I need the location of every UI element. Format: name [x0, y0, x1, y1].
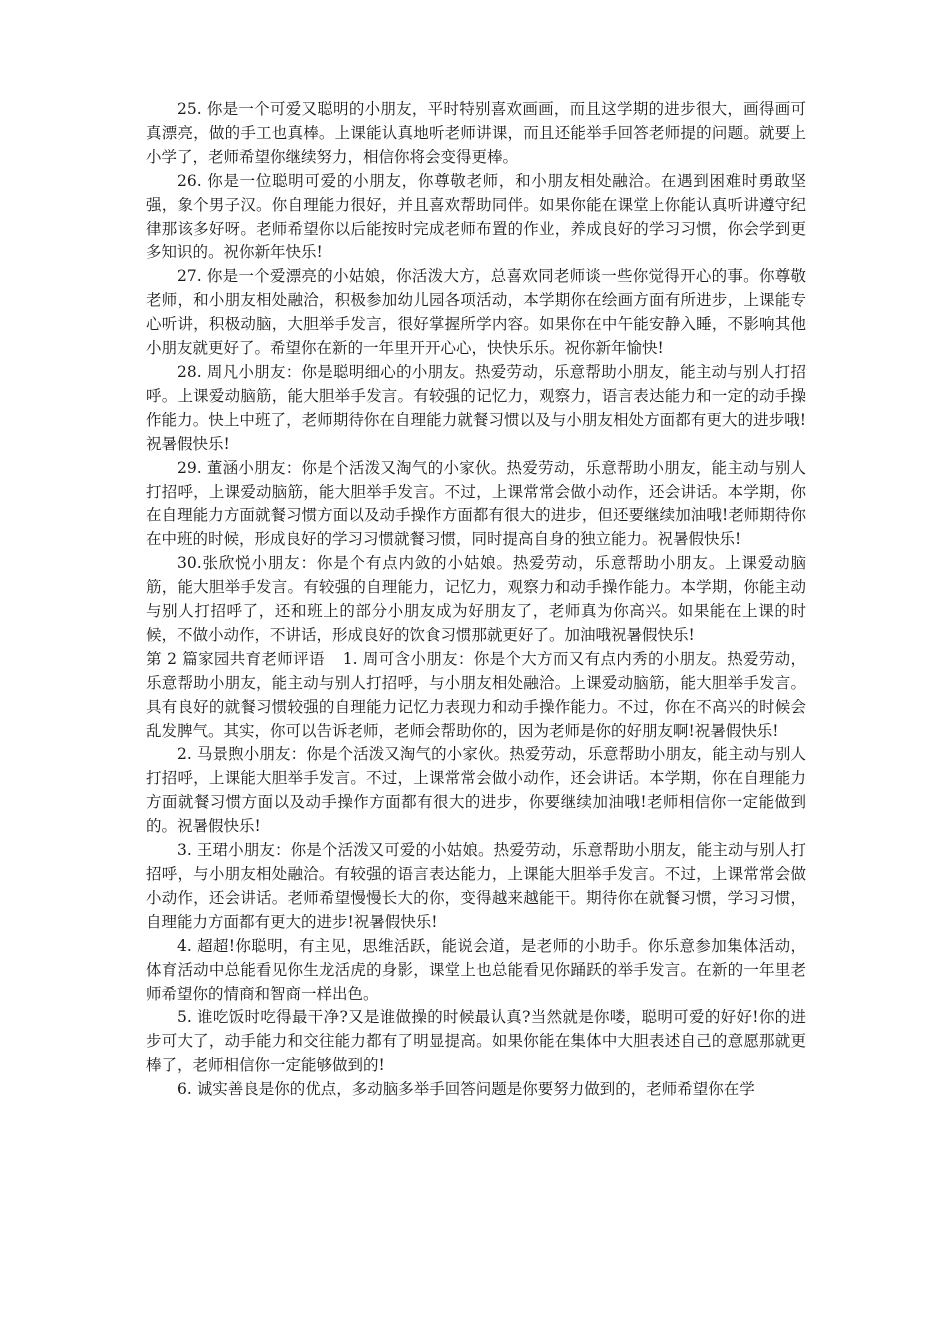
paragraph-29: 29. 董涵小朋友：你是个活泼又淘气的小家伙。热爱劳动，乐意帮助小朋友，能主动与别人打招呼，上课爱动脑筋，能大胆举手发言。不过，上课常常会做小动作，还会讲话。本学期，你在自理能力方面就餐习惯方面以及动手操作方面都有很大的进步，但还要继续加油哦!老师期待你在中班的时候，形成良好的学习习惯就餐习惯，同时提高自身的独立能力。祝暑假快乐!	[146, 458, 806, 549]
section-paragraph-4: 4. 超超!你聪明，有主见，思维活跃，能说会道，是老师的小助手。你乐意参加集体活动，体育活动中总能看见你生龙活虎的身影，课堂上也总能看见你踊跃的举手发言。在新的一年里老师希望你的情商和智商一样出色。	[146, 936, 806, 1003]
section-paragraph-5: 5. 谁吃饭时吃得最干净?又是谁做操的时候最认真?当然就是你喽，聪明可爱的好好!你的进步可大了，动手能力和交往能力都有了明显提高。如果你能在集体中大胆表述自己的意愿那就更棒了，老师相信你一定能够做到的!	[146, 1008, 806, 1075]
section-block	[146, 648, 806, 744]
paragraph-25: 25. 你是一个可爱又聪明的小朋友，平时特别喜欢画画，而且这学期的进步很大，画得画可真漂亮，做的手工也真棒。上课能认真地听老师讲课，而且还能举手回答老师提的问题。就要上小学了，老师希望你继续努力，相信你将会变得更棒。	[146, 100, 806, 166]
document-page	[146, 98, 806, 1102]
paragraph-26: 26. 你是一位聪明可爱的小朋友，你尊敬老师，和小朋友相处融洽。在遇到困难时勇敢坚强，象个男子汉。你自理能力很好，并且喜欢帮助同伴。如果你能在课堂上你能认真听讲遵守纪律那该多好呀。老师希望你以后能按时完成老师布置的作业，养成良好的学习习惯，你会学到更多知识的。祝你新年快乐!	[146, 171, 806, 262]
paragraph-28: 28. 周凡小朋友：你是聪明细心的小朋友。热爱劳动，乐意帮助小朋友，能主动与别人打招呼。上课爱动脑筋，能大胆举手发言。有较强的记忆力，观察力，语言表达能力和一定的动手操作能力。快上中班了，老师期待你在自理能力就餐习惯以及与小朋友相处方面都有更大的进步哦!祝暑假快乐!	[146, 362, 806, 453]
section-paragraph-2: 2. 马景煦小朋友：你是个活泼又淘气的小家伙。热爱劳动，乐意帮助小朋友，能主动与别人打招呼，上课能大胆举手发言。不过，上课常常会做小动作，还会讲话。本学期，你在自理能力方面就餐习惯方面以及动手操作方面都有很大的进步，你要继续加油哦!老师相信你一定能做到的。祝暑假快乐!	[146, 745, 806, 836]
section-heading: 第 2 篇家园共育老师评语	[146, 649, 325, 668]
section-paragraph-1: 1. 周可含小朋友：你是个大方而又有点内秀的小朋友。热爱劳动，乐意帮助小朋友，能主动与别人打招呼，与小朋友相处融洽。上课爱动脑筋，能大胆举手发言。具有良好的就餐习惯较强的自理能力记忆力表现力和动手操作能力。不过，你在不高兴的时候会乱发脾气。其实，你可以告诉老师，老师会帮助你的，因为老师是你的好朋友啊!祝暑假快乐!	[146, 649, 807, 740]
paragraph-30: 30.张欣悦小朋友：你是个有点内敛的小姑娘。热爱劳动，乐意帮助小朋友。上课爱动脑筋，能大胆举手发言。有较强的自理能力，记忆力，观察力和动手操作能力。本学期，你能主动与别人打招呼了，还和班上的部分小朋友成为好朋友了，老师真为你高兴。如果能在上课的时候，不做小动作，不讲话，形成良好的饮食习惯那就更好了。加油哦祝暑假快乐!	[146, 554, 806, 644]
section-paragraph-6: 6. 诚实善良是你的优点，多动脑多举手回答问题是你要努力做到的，老师希望你在学	[177, 1080, 755, 1099]
paragraph-27: 27. 你是一个爱漂亮的小姑娘，你活泼大方，总喜欢同老师谈一些你觉得开心的事。你尊敬老师，和小朋友相处融洽，积极参加幼儿园各项活动，本学期你在绘画方面有所进步，上课能专心听讲，积极动脑，大胆举手发言，很好掌握所学内容。如果你在中午能安静入睡，不影响其他小朋友就更好了。希望你在新的一年里开开心心，快快乐乐。祝你新年愉快!	[146, 267, 806, 358]
section-paragraph-3: 3. 王珺小朋友：你是个活泼又可爱的小姑娘。热爱劳动，乐意帮助小朋友，能主动与别人打招呼，与小朋友相处融洽。有较强的语言表达能力，上课能大胆举手发言。不过，上课常常会做小动作，还会讲话。老师希望慢慢长大的你，变得越来越能干。期待你在就餐习惯，学习习惯，自理能力方面都有更大的进步!祝暑假快乐!	[146, 841, 806, 931]
